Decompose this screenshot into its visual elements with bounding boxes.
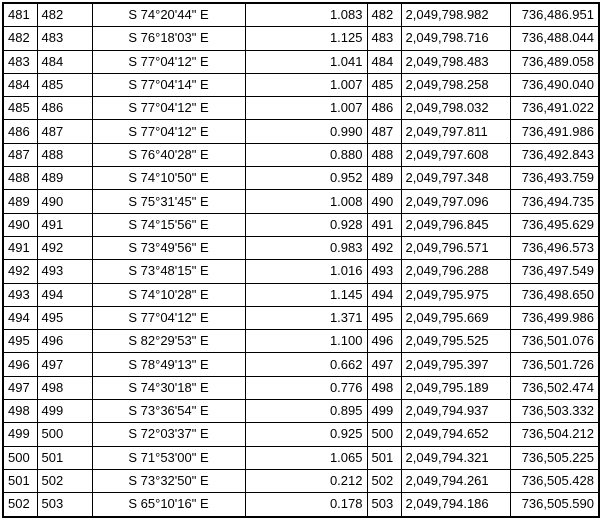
coordinate-y-cell: 2,049,798.982 bbox=[401, 3, 510, 27]
bearing-cell: S 72°03'37" E bbox=[92, 423, 245, 446]
point-visado-cell: 496 bbox=[37, 330, 92, 353]
station-cell: 499 bbox=[3, 423, 37, 446]
station-cell: 494 bbox=[3, 306, 37, 329]
coordinate-x-cell: 736,488.044 bbox=[510, 27, 599, 50]
station-cell: 484 bbox=[3, 73, 37, 96]
coordinate-y-cell: 2,049,795.669 bbox=[401, 306, 510, 329]
coordinate-y-cell: 2,049,795.189 bbox=[401, 376, 510, 399]
coordinate-y-cell: 2,049,794.937 bbox=[401, 400, 510, 423]
distance-cell: 1.016 bbox=[245, 260, 367, 283]
table-row bbox=[3, 73, 599, 96]
point-visado-cell: 483 bbox=[37, 27, 92, 50]
point-visado-cell: 502 bbox=[37, 469, 92, 492]
distance-cell: 1.083 bbox=[245, 3, 367, 27]
coordinate-x-cell: 736,495.629 bbox=[510, 213, 599, 236]
coordinate-y-cell: 2,049,795.397 bbox=[401, 353, 510, 376]
coordinate-x-cell: 736,491.986 bbox=[510, 120, 599, 143]
point-visado-cell: 491 bbox=[37, 213, 92, 236]
point-visado-cell: 488 bbox=[37, 143, 92, 166]
distance-cell: 1.100 bbox=[245, 330, 367, 353]
vertex-cell: 483 bbox=[367, 27, 401, 50]
station-cell: 502 bbox=[3, 493, 37, 517]
table-row bbox=[3, 306, 599, 329]
bearing-cell: S 77°04'14" E bbox=[92, 73, 245, 96]
station-cell: 488 bbox=[3, 167, 37, 190]
distance-cell: 1.065 bbox=[245, 446, 367, 469]
bearing-cell: S 74°30'18" E bbox=[92, 376, 245, 399]
vertex-cell: 491 bbox=[367, 213, 401, 236]
point-visado-cell: 487 bbox=[37, 120, 92, 143]
station-cell: 497 bbox=[3, 376, 37, 399]
coordinate-y-cell: 2,049,798.483 bbox=[401, 50, 510, 73]
coordinate-y-cell: 2,049,798.032 bbox=[401, 97, 510, 120]
point-visado-cell: 498 bbox=[37, 376, 92, 399]
distance-cell: 0.776 bbox=[245, 376, 367, 399]
distance-cell: 0.880 bbox=[245, 143, 367, 166]
station-cell: 492 bbox=[3, 260, 37, 283]
station-cell: 496 bbox=[3, 353, 37, 376]
station-cell: 482 bbox=[3, 27, 37, 50]
point-visado-cell: 492 bbox=[37, 236, 92, 259]
coordinate-x-cell: 736,486.951 bbox=[510, 3, 599, 27]
table-row bbox=[3, 213, 599, 236]
station-cell: 489 bbox=[3, 190, 37, 213]
table-row bbox=[3, 3, 599, 27]
station-cell: 485 bbox=[3, 97, 37, 120]
distance-cell: 0.925 bbox=[245, 423, 367, 446]
point-visado-cell: 482 bbox=[37, 3, 92, 27]
coordinate-y-cell: 2,049,797.096 bbox=[401, 190, 510, 213]
coordinate-y-cell: 2,049,794.261 bbox=[401, 469, 510, 492]
bearing-cell: S 65°10'16" E bbox=[92, 493, 245, 517]
coordinate-x-cell: 736,505.590 bbox=[510, 493, 599, 517]
station-cell: 498 bbox=[3, 400, 37, 423]
bearing-cell: S 74°10'50" E bbox=[92, 167, 245, 190]
vertex-cell: 497 bbox=[367, 353, 401, 376]
coordinate-x-cell: 736,499.986 bbox=[510, 306, 599, 329]
coordinate-y-cell: 2,049,798.258 bbox=[401, 73, 510, 96]
bearing-cell: S 75°31'45" E bbox=[92, 190, 245, 213]
station-cell: 501 bbox=[3, 469, 37, 492]
coordinate-y-cell: 2,049,794.186 bbox=[401, 493, 510, 517]
table-row bbox=[3, 400, 599, 423]
bearing-cell: S 77°04'12" E bbox=[92, 120, 245, 143]
bearing-cell: S 78°49'13" E bbox=[92, 353, 245, 376]
table-row bbox=[3, 97, 599, 120]
coordinate-x-cell: 736,498.650 bbox=[510, 283, 599, 306]
coordinate-x-cell: 736,497.549 bbox=[510, 260, 599, 283]
vertex-cell: 485 bbox=[367, 73, 401, 96]
station-cell: 486 bbox=[3, 120, 37, 143]
coordinate-y-cell: 2,049,796.288 bbox=[401, 260, 510, 283]
table-row bbox=[3, 330, 599, 353]
distance-cell: 1.041 bbox=[245, 50, 367, 73]
coordinate-y-cell: 2,049,794.321 bbox=[401, 446, 510, 469]
vertex-cell: 500 bbox=[367, 423, 401, 446]
coordinate-x-cell: 736,503.332 bbox=[510, 400, 599, 423]
station-cell: 481 bbox=[3, 3, 37, 27]
vertex-cell: 493 bbox=[367, 260, 401, 283]
point-visado-cell: 486 bbox=[37, 97, 92, 120]
distance-cell: 0.952 bbox=[245, 167, 367, 190]
table-row bbox=[3, 446, 599, 469]
vertex-cell: 499 bbox=[367, 400, 401, 423]
distance-cell: 1.008 bbox=[245, 190, 367, 213]
bearing-cell: S 77°04'12" E bbox=[92, 50, 245, 73]
coordinate-x-cell: 736,502.474 bbox=[510, 376, 599, 399]
point-visado-cell: 493 bbox=[37, 260, 92, 283]
bearing-cell: S 76°40'28" E bbox=[92, 143, 245, 166]
station-cell: 490 bbox=[3, 213, 37, 236]
coordinate-x-cell: 736,501.726 bbox=[510, 353, 599, 376]
coordinate-y-cell: 2,049,797.811 bbox=[401, 120, 510, 143]
table-row bbox=[3, 143, 599, 166]
coordinate-y-cell: 2,049,798.716 bbox=[401, 27, 510, 50]
distance-cell: 0.212 bbox=[245, 469, 367, 492]
point-visado-cell: 490 bbox=[37, 190, 92, 213]
distance-cell: 0.178 bbox=[245, 493, 367, 517]
point-visado-cell: 485 bbox=[37, 73, 92, 96]
point-visado-cell: 495 bbox=[37, 306, 92, 329]
coordinate-x-cell: 736,492.843 bbox=[510, 143, 599, 166]
bearing-cell: S 76°18'03" E bbox=[92, 27, 245, 50]
vertex-cell: 502 bbox=[367, 469, 401, 492]
coordinate-y-cell: 2,049,795.525 bbox=[401, 330, 510, 353]
table-row bbox=[3, 423, 599, 446]
vertex-cell: 486 bbox=[367, 97, 401, 120]
coordinate-x-cell: 736,505.428 bbox=[510, 469, 599, 492]
bearing-cell: S 77°04'12" E bbox=[92, 306, 245, 329]
coordinate-y-cell: 2,049,795.975 bbox=[401, 283, 510, 306]
table-row bbox=[3, 190, 599, 213]
distance-cell: 1.145 bbox=[245, 283, 367, 306]
point-visado-cell: 499 bbox=[37, 400, 92, 423]
distance-cell: 0.928 bbox=[245, 213, 367, 236]
bearing-cell: S 74°15'56" E bbox=[92, 213, 245, 236]
table-row bbox=[3, 260, 599, 283]
table-row bbox=[3, 167, 599, 190]
coordinate-y-cell: 2,049,797.348 bbox=[401, 167, 510, 190]
table-row bbox=[3, 376, 599, 399]
distance-cell: 1.007 bbox=[245, 73, 367, 96]
coordinate-x-cell: 736,496.573 bbox=[510, 236, 599, 259]
vertex-cell: 496 bbox=[367, 330, 401, 353]
survey-coordinates-table bbox=[2, 2, 600, 518]
vertex-cell: 488 bbox=[367, 143, 401, 166]
station-cell: 500 bbox=[3, 446, 37, 469]
bearing-cell: S 82°29'53" E bbox=[92, 330, 245, 353]
point-visado-cell: 497 bbox=[37, 353, 92, 376]
coordinate-x-cell: 736,504.212 bbox=[510, 423, 599, 446]
distance-cell: 1.007 bbox=[245, 97, 367, 120]
coordinate-y-cell: 2,049,794.652 bbox=[401, 423, 510, 446]
station-cell: 491 bbox=[3, 236, 37, 259]
vertex-cell: 492 bbox=[367, 236, 401, 259]
point-visado-cell: 484 bbox=[37, 50, 92, 73]
table-row bbox=[3, 236, 599, 259]
distance-cell: 1.125 bbox=[245, 27, 367, 50]
vertex-cell: 494 bbox=[367, 283, 401, 306]
distance-cell: 0.662 bbox=[245, 353, 367, 376]
table-row bbox=[3, 283, 599, 306]
distance-cell: 1.371 bbox=[245, 306, 367, 329]
bearing-cell: S 74°20'44" E bbox=[92, 3, 245, 27]
station-cell: 493 bbox=[3, 283, 37, 306]
vertex-cell: 490 bbox=[367, 190, 401, 213]
bearing-cell: S 73°32'50" E bbox=[92, 469, 245, 492]
table-row bbox=[3, 27, 599, 50]
table-body bbox=[3, 3, 599, 517]
coordinate-x-cell: 736,494.735 bbox=[510, 190, 599, 213]
vertex-cell: 498 bbox=[367, 376, 401, 399]
point-visado-cell: 503 bbox=[37, 493, 92, 517]
bearing-cell: S 73°48'15" E bbox=[92, 260, 245, 283]
point-visado-cell: 489 bbox=[37, 167, 92, 190]
vertex-cell: 489 bbox=[367, 167, 401, 190]
bearing-cell: S 73°49'56" E bbox=[92, 236, 245, 259]
station-cell: 483 bbox=[3, 50, 37, 73]
coordinate-x-cell: 736,490.040 bbox=[510, 73, 599, 96]
coordinate-x-cell: 736,505.225 bbox=[510, 446, 599, 469]
bearing-cell: S 71°53'00" E bbox=[92, 446, 245, 469]
distance-cell: 0.990 bbox=[245, 120, 367, 143]
station-cell: 487 bbox=[3, 143, 37, 166]
vertex-cell: 495 bbox=[367, 306, 401, 329]
bearing-cell: S 74°10'28" E bbox=[92, 283, 245, 306]
station-cell: 495 bbox=[3, 330, 37, 353]
distance-cell: 0.895 bbox=[245, 400, 367, 423]
table-row bbox=[3, 120, 599, 143]
distance-cell: 0.983 bbox=[245, 236, 367, 259]
vertex-cell: 482 bbox=[367, 3, 401, 27]
coordinate-x-cell: 736,493.759 bbox=[510, 167, 599, 190]
point-visado-cell: 500 bbox=[37, 423, 92, 446]
table-row bbox=[3, 353, 599, 376]
vertex-cell: 503 bbox=[367, 493, 401, 517]
coordinate-y-cell: 2,049,796.571 bbox=[401, 236, 510, 259]
vertex-cell: 501 bbox=[367, 446, 401, 469]
point-visado-cell: 501 bbox=[37, 446, 92, 469]
coordinate-y-cell: 2,049,796.845 bbox=[401, 213, 510, 236]
table-row bbox=[3, 50, 599, 73]
vertex-cell: 484 bbox=[367, 50, 401, 73]
table-row bbox=[3, 469, 599, 492]
coordinate-x-cell: 736,489.058 bbox=[510, 50, 599, 73]
vertex-cell: 487 bbox=[367, 120, 401, 143]
coordinate-x-cell: 736,491.022 bbox=[510, 97, 599, 120]
point-visado-cell: 494 bbox=[37, 283, 92, 306]
coordinate-x-cell: 736,501.076 bbox=[510, 330, 599, 353]
coordinate-y-cell: 2,049,797.608 bbox=[401, 143, 510, 166]
bearing-cell: S 77°04'12" E bbox=[92, 97, 245, 120]
bearing-cell: S 73°36'54" E bbox=[92, 400, 245, 423]
table-row bbox=[3, 493, 599, 517]
